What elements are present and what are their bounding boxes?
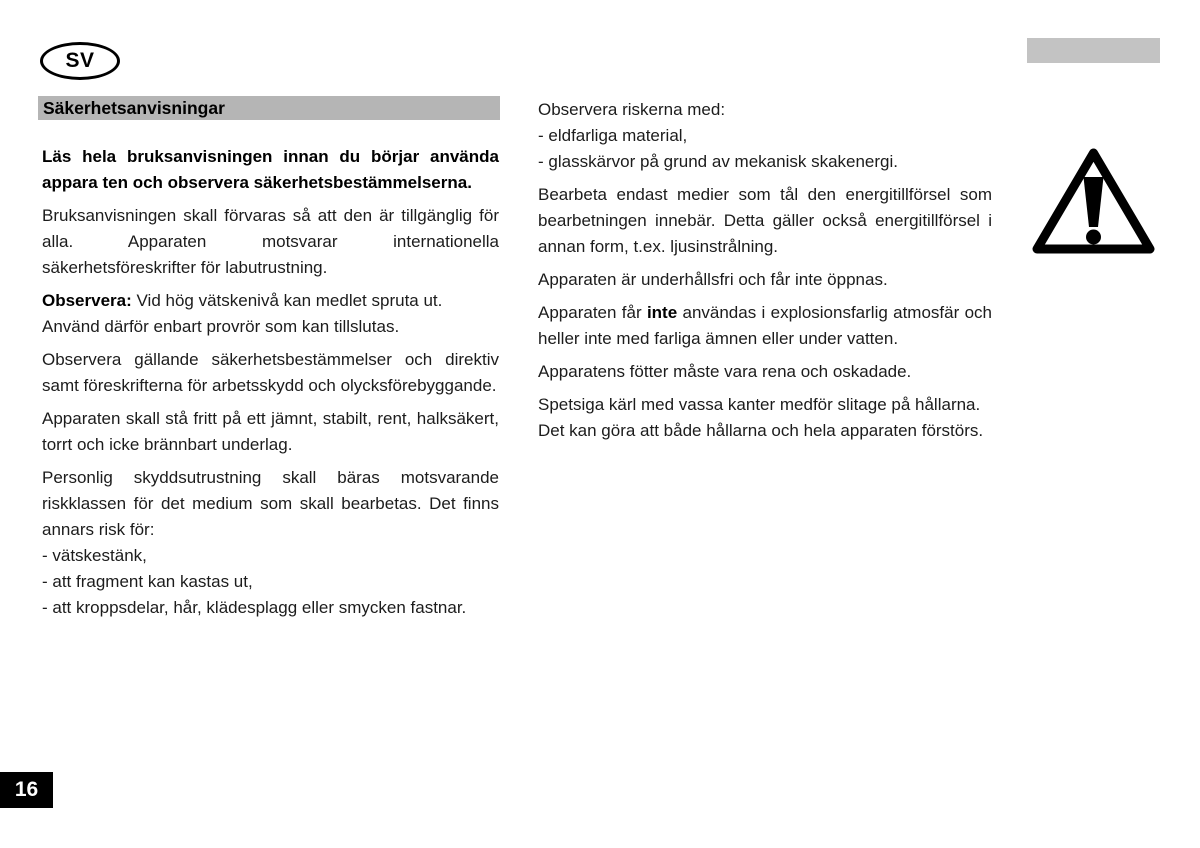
sharp-vessels-line1: Spetsiga kärl med vassa kanter medför slitage på hållarna. [538,395,981,414]
paragraph-sharp-vessels [538,392,992,444]
paragraph-observe-risks [538,97,992,175]
observe-text-line1: Vid hög vätskenivå kan medlet spruta ut. [131,291,443,310]
paragraph-regulations: Observera gällande säkerhetsbestämmelser och direktiv samt föreskrifterna för arbetsskydd och olycksförebyggande. [42,350,499,395]
paragraph-media-energy: Bearbeta endast medier som tål den energitillförsel som bearbetningen innebär. Detta gäller också energitillförsel i annan form, t.ex. ljusinstrålning. [538,185,992,256]
risk-item: - att kroppsdelar, hår, klädesplagg eller smycken fastnar. [42,598,467,617]
risk-item: - glasskärvor på grund av mekanisk skakenergi. [538,152,898,171]
risk-item: - vätskestänk, [42,546,147,565]
language-badge [40,42,120,80]
left-column [42,144,499,628]
page-number-badge [0,772,53,808]
paragraph-protective-equipment [42,465,499,621]
section-header [38,96,500,120]
top-right-gray-bar [1027,38,1160,63]
observe-text-line2: Använd därför enbart provrör som kan tillslutas. [42,317,400,336]
observe-risks-text: Observera riskerna med: [538,100,726,119]
paragraph-surface: Apparaten skall stå fritt på ett jämnt, stabilt, rent, halksäkert, torrt och icke brännbart underlag. [42,409,499,454]
risk-item: - att fragment kan kastas ut, [42,572,253,591]
no-explosive-text-a: Apparaten får [538,303,647,322]
no-explosive-text-c: användas i explosionsfarlig atmosfär och heller inte med farliga ämnen eller under vatten. [538,303,992,348]
page-number: 16 [14,778,39,801]
warning-triangle-icon [1030,145,1157,257]
paragraph-read-manual: Läs hela bruksanvisningen innan du börjar använda appara ten och observera säkerhetsbestämmelserna. [42,147,499,192]
paragraph-feet-clean: Apparatens fötter måste vara rena och oskadade. [538,362,912,381]
risk-item: - eldfarliga material, [538,126,688,145]
sharp-vessels-line2: Det kan göra att både hållarna och hela apparaten förstörs. [538,421,984,440]
right-column [538,97,992,451]
protective-equipment-text: Personlig skyddsutrustning skall bäras motsvarande riskklassen för det medium som skall bearbetas. Det finns annars risk för: [42,468,499,539]
inte-bold: inte [646,303,678,322]
section-title: Säkerhetsanvisningar [43,98,225,118]
paragraph-no-explosive-atmosphere [538,300,992,352]
language-badge-label: SV [65,49,95,72]
paragraph-keep-manual: Bruksanvisningen skall förvaras så att den är tillgänglig för alla. Apparaten motsvarar internationella säkerhetsföreskrifter för labutrustning. [42,206,499,277]
paragraph-observe-liquid [42,288,499,340]
observe-label: Observera: [42,291,132,310]
paragraph-maintenance-free: Apparaten är underhållsfri och får inte öppnas. [538,270,888,289]
